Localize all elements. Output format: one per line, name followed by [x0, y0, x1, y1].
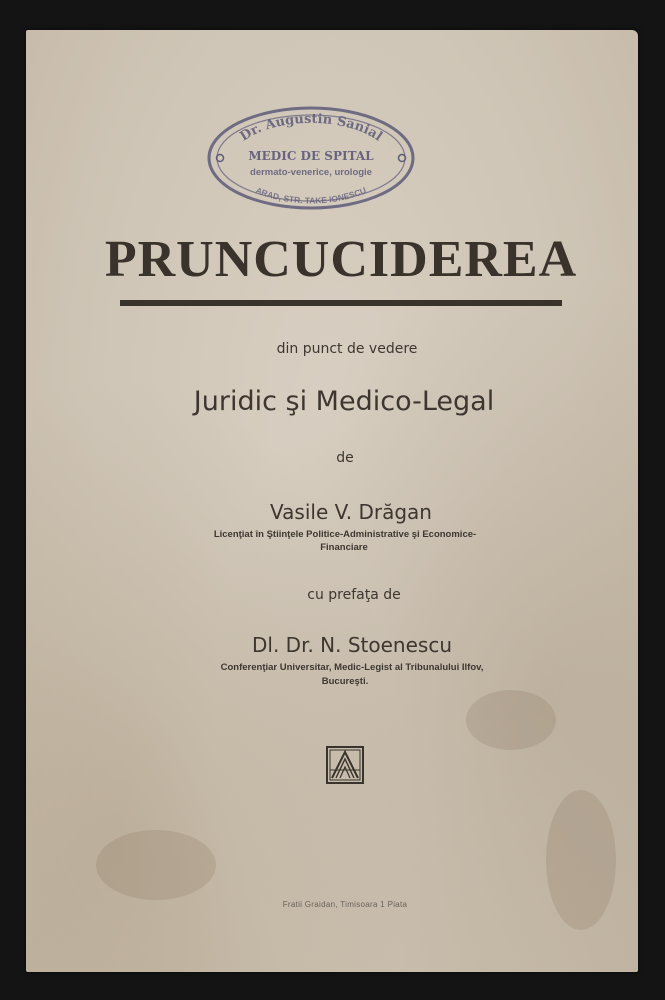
preface-intro: cu prefaţa de — [307, 587, 401, 603]
svg-text:ARAD, STR. TAKE IONESCU — [254, 185, 367, 206]
book-cover — [26, 30, 638, 972]
preface-credentials: Conferenţiar Universitar, Medic-Legist al Tribunalului Ilfov, — [220, 662, 484, 673]
stamp-address: ARAD, STR. TAKE IONESCU — [254, 184, 368, 206]
author-credentials-continued: Financiare — [320, 542, 368, 553]
stamp-specialty: dermato-venerice, urologie — [250, 167, 372, 178]
subtitle: Juridic şi Medico-Legal — [193, 386, 495, 417]
stamp-role: MEDIC DE SPITAL — [248, 149, 374, 163]
preface-author: Dl. Dr. N. Stoenescu — [252, 633, 452, 657]
svg-text:Dr. Augustin Sanial — [237, 112, 384, 145]
ownership-stamp — [204, 102, 418, 214]
book-title: PRUNCUCIDEREA — [104, 231, 578, 288]
by-label: de — [336, 450, 354, 466]
stamp-name: Dr. Augustin Sanial — [237, 111, 385, 145]
author-name: Vasile V. Drăgan — [270, 500, 432, 524]
subtitle-intro: din punct de vedere — [276, 341, 418, 357]
title-underline — [120, 300, 562, 306]
paper-stain — [96, 830, 216, 900]
preface-credentials-city: Bucureşti. — [321, 676, 369, 687]
paper-stain — [466, 690, 556, 750]
publisher-logo-icon — [326, 746, 364, 784]
printer-imprint: Fratii Graidan, Timisoara 1 Piata — [282, 900, 408, 909]
paper-stain — [546, 790, 616, 930]
author-credentials: Licenţiat în Ştiinţele Politice-Administrative şi Economice- — [213, 529, 477, 540]
